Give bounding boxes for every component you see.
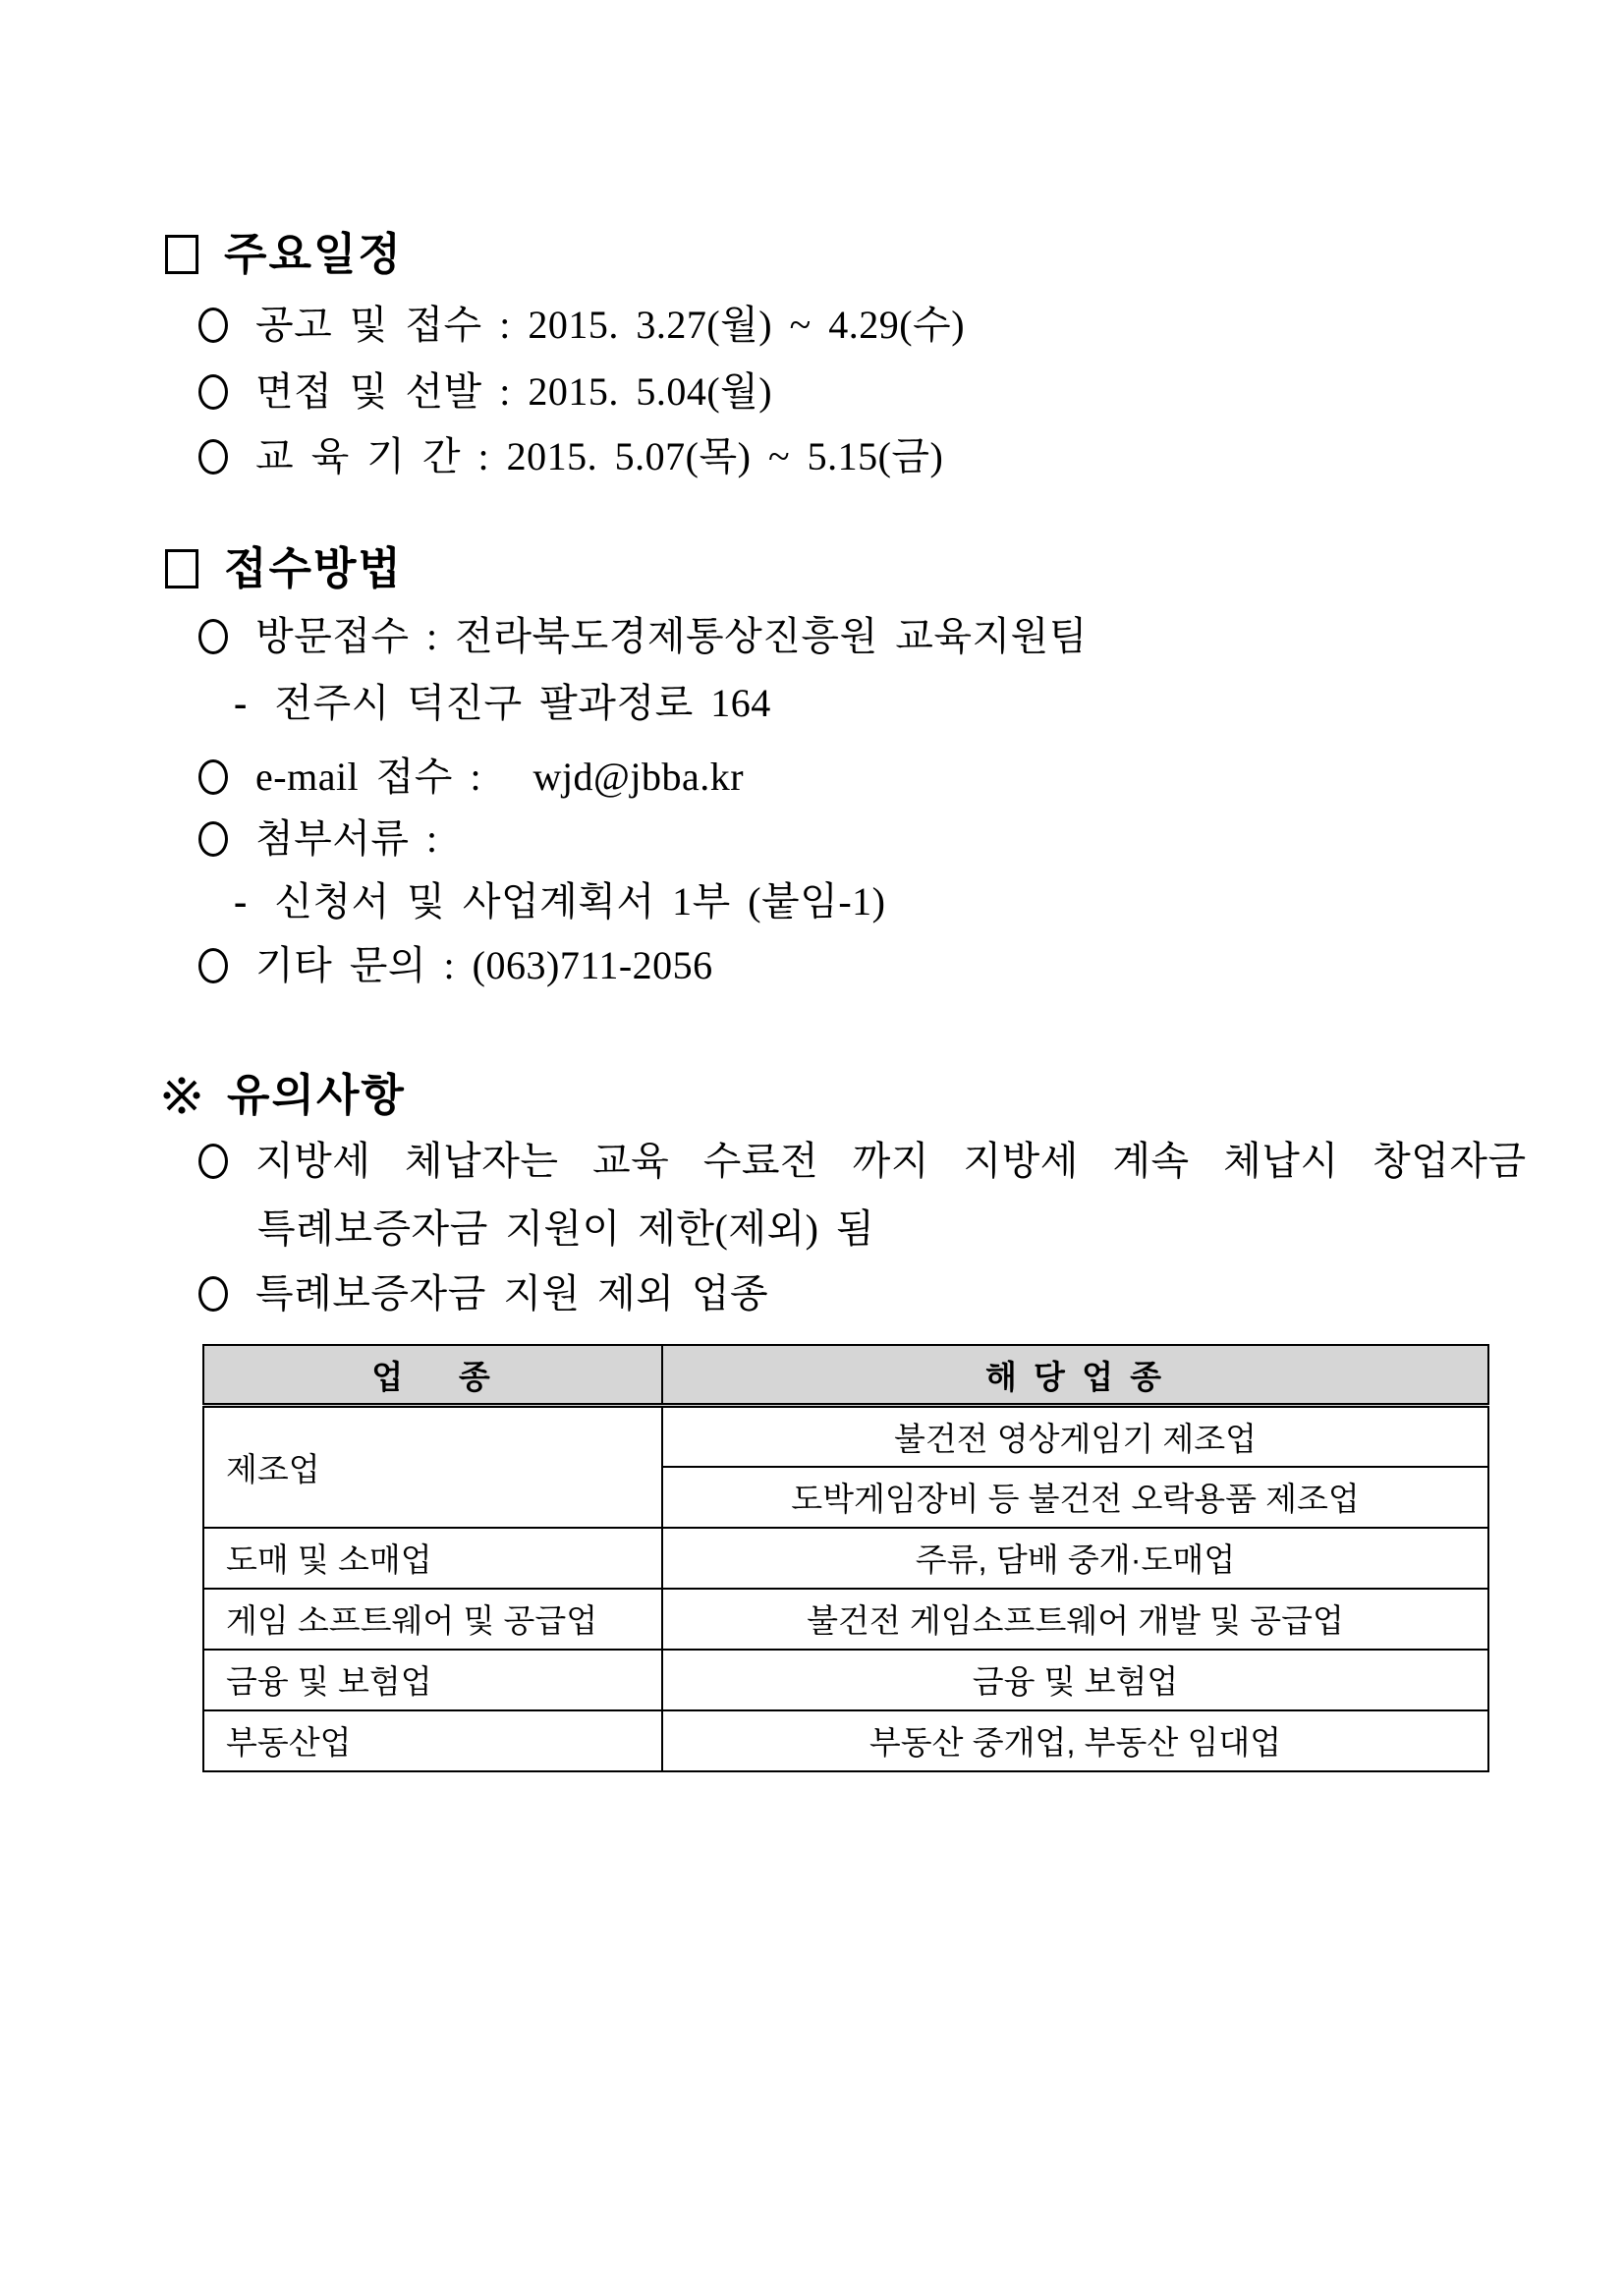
table-row [203,1406,1488,1467]
cell-detail: 주류, 담배 중개·도매업 [662,1528,1488,1589]
excluded-industries-table [202,1344,1489,1772]
section-heading-application [165,543,403,594]
cell-category-finance-insurance: 금융 및 보험업 [203,1650,662,1710]
application-email-text: e-mail 접수 : wjd@jbba.kr [255,755,745,799]
notice-caution-line1: 지방세 체납자는 교육 수료전 까지 지방세 계속 체납시 창업자금 [255,1139,1527,1183]
application-contact-text: 기타 문의 : (063)711-2056 [255,943,713,987]
application-attachment-detail-text: 신청서 및 사업계획서 1부 (붙임-1) [274,879,886,924]
schedule-item-text: 교 육 기 간 : 2015. 5.07(목) ~ 5.15(금) [255,434,944,478]
square-bullet-icon [165,235,198,274]
application-attachments-text: 첨부서류 : [255,816,438,861]
schedule-item-text: 공고 및 접수 : 2015. 3.27(월) ~ 4.29(수) [255,303,966,347]
table-row [203,1650,1488,1710]
table-row [203,1589,1488,1650]
table-header-detail: 해 당 업 종 [662,1345,1488,1406]
cell-category-wholesale-retail: 도매 및 소매업 [203,1528,662,1589]
cell-detail: 불건전 게임소프트웨어 개발 및 공급업 [662,1589,1488,1650]
table-row [203,1710,1488,1771]
table-header-row [203,1345,1488,1406]
circle-bullet-icon [198,308,228,343]
section-title-notice: 유의사항 [227,1070,406,1120]
dash-bullet-icon: - [234,681,248,725]
reference-mark-icon [162,1076,201,1115]
cell-detail: 금융 및 보험업 [662,1650,1488,1710]
cell-detail: 불건전 영상게임기 제조업 [662,1406,1488,1467]
table-row [203,1528,1488,1589]
application-item-email [198,753,744,802]
application-item-attachments [198,814,438,864]
notice-item-caution [198,1137,1527,1186]
circle-bullet-icon [198,374,228,410]
application-item-attachment-detail [234,877,885,926]
application-item-contact [198,941,713,990]
table-header-category: 업 종 [203,1345,662,1406]
cell-detail: 도박게임장비 등 불건전 오락용품 제조업 [662,1467,1488,1528]
cell-category-manufacturing: 제조업 [203,1406,662,1528]
circle-bullet-icon [198,948,228,983]
circle-bullet-icon [198,759,228,795]
circle-bullet-icon [198,1276,228,1312]
application-visit-text: 방문접수 : 전라북도경제통상진흥원 교육지원팀 [255,614,1088,658]
cell-category-game-software: 게임 소프트웨어 및 공급업 [203,1589,662,1650]
application-item-address [234,679,771,728]
cell-detail: 부동산 중개업, 부동산 임대업 [662,1710,1488,1771]
notice-caution-line2: 특례보증자금 지원이 제한(제외) 됨 [257,1206,875,1251]
dash-bullet-icon: - [234,879,248,924]
notice-item-excluded [198,1269,768,1318]
application-address-text: 전주시 덕진구 팔과정로 164 [274,681,771,725]
square-bullet-icon [165,549,198,588]
schedule-item-training-period [198,432,943,481]
section-title-application: 접수방법 [224,543,403,593]
schedule-item-announcement [198,301,965,350]
section-heading-schedule [165,229,403,280]
schedule-item-text: 면접 및 선발 : 2015. 5.04(월) [255,369,773,414]
notice-excluded-title: 특례보증자금 지원 제외 업종 [255,1271,769,1316]
cell-category-real-estate: 부동산업 [203,1710,662,1771]
schedule-item-interview [198,367,772,417]
section-heading-notice [162,1070,406,1121]
circle-bullet-icon [198,821,228,857]
circle-bullet-icon [198,439,228,475]
section-title-schedule: 주요일정 [224,229,403,279]
circle-bullet-icon [198,1144,228,1179]
circle-bullet-icon [198,619,228,654]
application-item-visit [198,612,1088,661]
